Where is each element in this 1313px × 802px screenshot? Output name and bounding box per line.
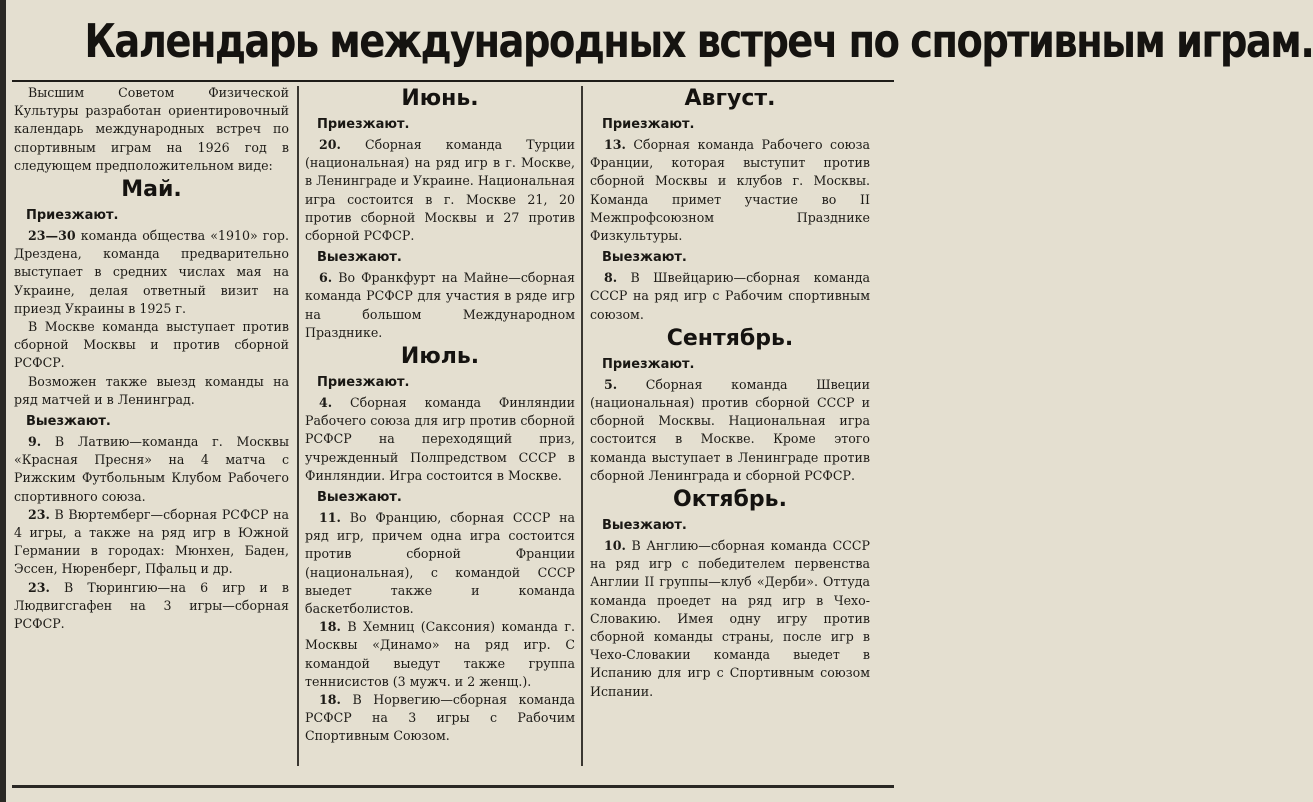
entry-date: 18. (319, 619, 341, 635)
may-depart-entry-3 (14, 579, 289, 634)
column-2 (305, 84, 575, 746)
column-3 (590, 84, 870, 701)
column-1 (14, 84, 289, 633)
month-heading-october: Октябрь. (673, 487, 787, 513)
entry-text: В Хемниц (Саксония) команда г. Москвы «Динамо» на ряд игр. С командой выедут также группа теннисистов (3 мужч. и 2 женщ.). (305, 619, 575, 689)
may-depart-entry-1 (14, 433, 289, 506)
may-arrive-paragraph-3: Возможен также выезд команды на ряд матчей и в Ленинград. (14, 373, 289, 407)
october-depart-entry (590, 537, 870, 701)
may-arrive-entry (14, 227, 289, 318)
entry-text: Сборная команда Финляндии Рабочего союза для игр против сборной РСФСР на переходящий приз, учрежденный Полпредством СССР в Финляндии. Игра состоится в Москве. (305, 395, 575, 483)
entry-text: В Вюртемберг—сборная РСФСР на 4 игры, а также на ряд игр в Южной Германии в городах: Мюнхен, Баден, Эссен, Нюренберг, Пфальц и др. (14, 506, 289, 577)
month-heading-august: Август. (684, 86, 776, 111)
july-depart-entry-3 (305, 691, 575, 746)
august-depart-entry (590, 269, 870, 324)
entry-date: 8. (604, 270, 618, 286)
entry-text: Во Франкфурт на Майне—сборная команда РСФСР для участия в ряде игр на большом Международном Празднике. (305, 270, 575, 340)
entry-text: команда общества «1910» гор. Дрездена, команда предварительно выступает в средних числах мая на Украине, делая ответный визит на приезд Украины в 1925 г. (14, 228, 289, 316)
july-arrive-entry (305, 394, 575, 485)
bottom-rule (12, 785, 894, 788)
entry-date: 18. (319, 692, 341, 708)
august-depart-heading: Выезжают. (602, 250, 687, 266)
july-arrive-heading: Приезжают. (317, 375, 410, 391)
may-depart-entry-2 (14, 506, 289, 579)
entry-date: 5. (604, 376, 618, 392)
june-arrive-entry (305, 136, 575, 245)
article-title: Календарь международных встреч по спортивным играм. (84, 14, 1313, 68)
may-arrive-paragraph-2: В Москве команда выступает против сборной Москвы и против сборной РСФСР. (14, 319, 289, 371)
august-arrive-heading: Приезжают. (602, 117, 695, 132)
entry-text: В Тюрингию—на 6 игр и в Людвигсгафен на 3 игры—сборная РСФСР. (14, 579, 289, 632)
entry-date: 11. (319, 510, 341, 526)
title-underline (12, 80, 894, 82)
month-heading-may: Май. (121, 177, 182, 203)
intro-paragraph: Высшим Советом Физической Культуры разработан ориентировочный календарь международных встреч по спортивным играм на 1926 год в следующем предположительном виде: (14, 85, 289, 173)
july-depart-entry-2 (305, 618, 575, 691)
month-heading-june: Июнь. (401, 86, 479, 111)
month-heading-july: Июль. (400, 344, 480, 370)
entry-text: В Латвию—команда г. Москвы «Красная Пресня» на 4 матча с Рижским Футбольным Клубом Рабочего спортивного союза. (14, 434, 289, 504)
july-depart-entry-1 (305, 509, 575, 618)
entry-date: 20. (319, 137, 341, 152)
july-depart-heading: Выезжают. (317, 490, 402, 506)
entry-text: В Швейцарию—сборная команда СССР на ряд игр с Рабочим спортивным союзом. (590, 270, 870, 322)
entry-text: В Норвегию—сборная команда РСФСР на 3 игры с Рабочим Спортивным Союзом. (305, 692, 575, 744)
entry-date: 13. (604, 137, 626, 152)
entry-date: 10. (604, 538, 626, 554)
month-heading-september: Сентябрь. (666, 325, 794, 351)
entry-date: 6. (319, 270, 333, 286)
august-arrive-entry (590, 136, 870, 245)
june-arrive-heading: Приезжают. (317, 117, 410, 132)
entry-text: Сборная команда Турции (национальная) на ряд игр в г. Москве, в Ленинграде и Украине. Национальная игра состоится в г. Москве 21, 20 против сборной Москвы и 27 против сборной РСФСР. (305, 137, 575, 244)
entry-date: 4. (319, 395, 333, 411)
column-divider-1 (297, 86, 299, 766)
entry-text: В Англию—сборная команда СССР на ряд игр с победителем первенства Англии II группы—клуб «Дерби». Оттуда команда проедет на ряд игр в Чехо-Словакию. Имея одну игру против сборной команды страны, после игр в Чехо-Словакии команда выедет в Испанию для игр с Спортивным союзом Испании. (590, 538, 870, 699)
entry-date: 23. (28, 579, 50, 595)
page-edge-shadow (0, 0, 6, 802)
column-divider-2 (581, 86, 583, 766)
may-depart-heading: Выезжают. (26, 414, 111, 430)
june-depart-entry (305, 269, 575, 342)
may-arrive-heading: Приезжают. (26, 208, 119, 224)
entry-text: Сборная команда Швеции (национальная) против сборной СССР и сборной Москвы. Национальная игра состоится в Москве. Кроме этого команда выступает в Ленинграде против сборной Ленинграда и сборной РСФСР. (590, 376, 870, 483)
september-arrive-entry (590, 376, 870, 485)
entry-text: Сборная команда Рабочего союза Франции, которая выступит против сборной Москвы и клубов г. Москвы. Команда примет участие во II Межпрофсоюзном Празднике Физкультуры. (590, 137, 870, 244)
entry-date: 23—30 (28, 228, 76, 244)
entry-date: 23. (28, 506, 50, 522)
entry-date: 9. (28, 434, 42, 450)
october-depart-heading: Выезжают. (602, 518, 687, 534)
june-depart-heading: Выезжают. (317, 250, 402, 266)
entry-text: Во Францию, сборная СССР на ряд игр, причем одна игра состоится против сборной Франции (национальная), с командой СССР выедет также и команда баскетболистов. (305, 510, 575, 617)
september-arrive-heading: Приезжают. (602, 356, 695, 372)
